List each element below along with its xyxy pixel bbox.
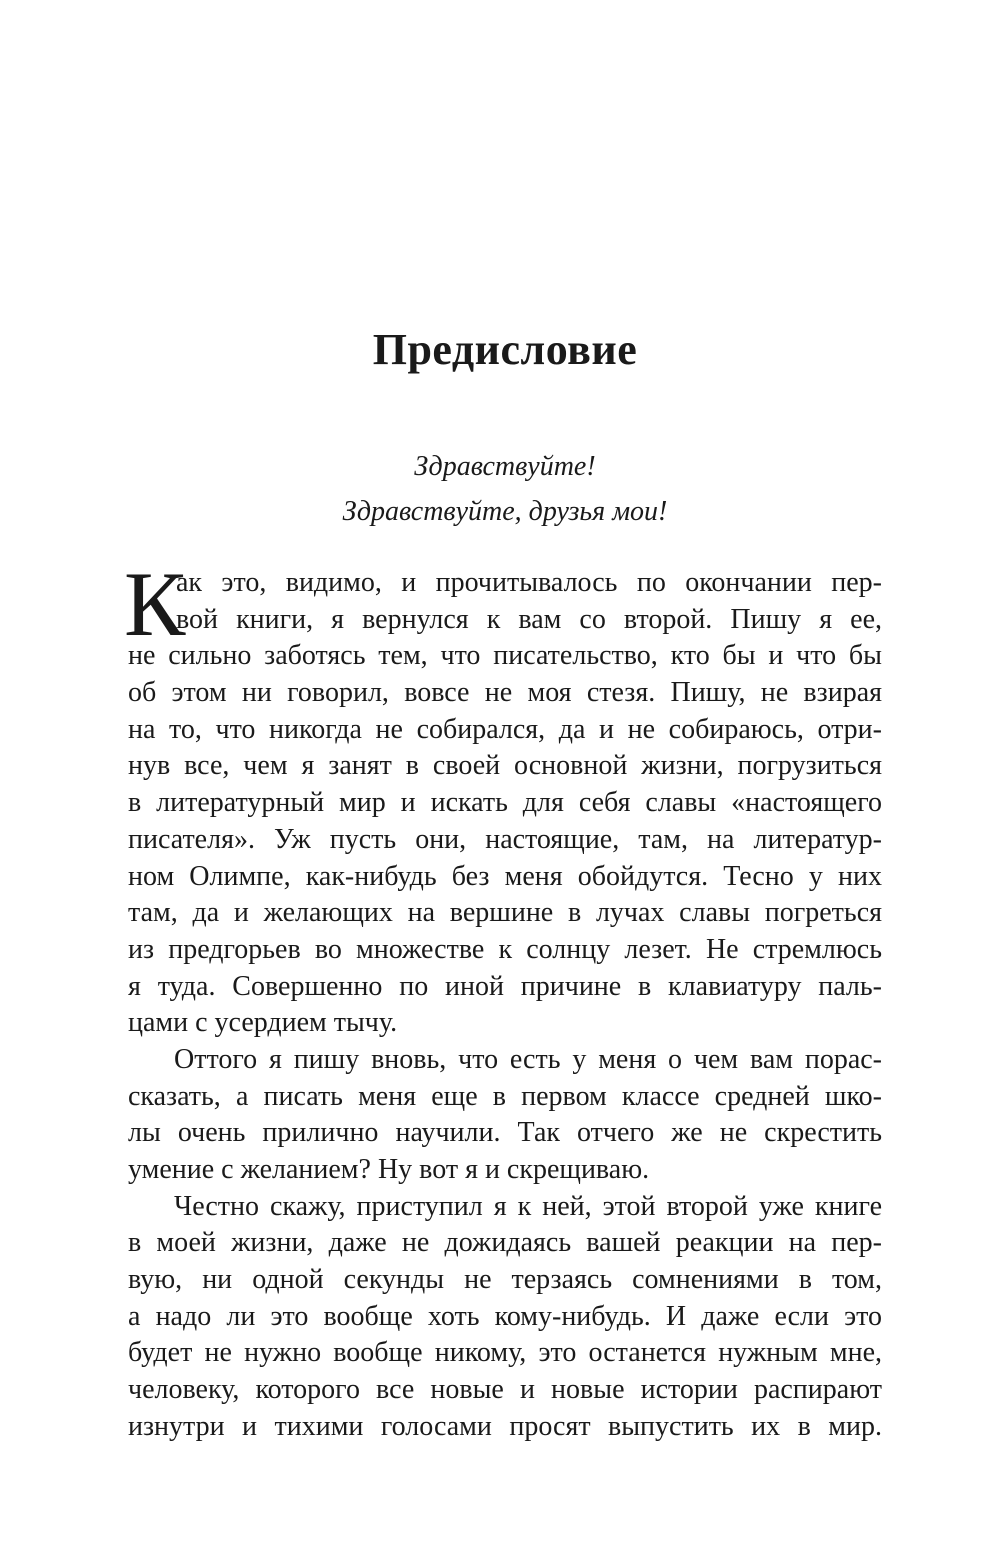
text-line: будет не нужно вообще никому, это останется нужным мне,: [128, 1337, 882, 1369]
text-line: Оттого я пишу вновь, что есть у меня о чем вам порас-: [174, 1043, 882, 1075]
epigraph-line: Здравствуйте!: [414, 451, 596, 482]
text-line: там, да и желающих на вершине в лучах славы погреться: [128, 897, 882, 929]
epigraph-line: Здравствуйте, друзья мои!: [342, 496, 668, 527]
body-text: [124, 553, 882, 1446]
text-line: вую, ни одной секунды не терзаясь сомнениями в том,: [128, 1264, 882, 1296]
paragraph: [128, 1189, 882, 1446]
text-line: из предгорьев во множестве к солнцу лезет. Не стремлюсь: [128, 933, 882, 965]
chapter-title: Предисловие: [372, 325, 638, 374]
drop-cap: К: [124, 553, 186, 655]
text-line: ак это, видимо, и прочитывалось по окончании пер-: [176, 567, 882, 598]
text-line: не сильно заботясь тем, что писательство, кто бы и что бы: [128, 640, 882, 672]
text-line: умение с желанием? Ну вот я и скрещиваю.: [128, 1154, 650, 1185]
text-line: в моей жизни, даже не дожидаясь вашей реакции на пер-: [128, 1227, 882, 1259]
text-line: в литературный мир и искать для себя славы «настоящего: [128, 787, 882, 819]
paragraph: [128, 565, 882, 1042]
text-line: ном Олимпе, как-нибудь без меня обойдутся. Тесно у них: [128, 860, 882, 892]
text-line: об этом ни говорил, вовсе не моя стезя. Пишу, не взирая: [128, 677, 882, 709]
text-line: на то, что никогда не собирался, да и не собираюсь, отри-: [128, 713, 882, 745]
text-line: Честно скажу, приступил я к ней, этой второй уже книге: [174, 1190, 882, 1222]
text-line: писателя». Уж пусть они, настоящие, там, на литератур-: [128, 823, 882, 855]
text-line: я туда. Совершенно по иной причине в клавиатуру паль-: [128, 970, 882, 1002]
paragraph: [128, 1042, 882, 1189]
epigraph: [128, 444, 882, 534]
text-line: цами с усердием тычу.: [128, 1007, 398, 1039]
text-line: а надо ли это вообще хоть кому-нибудь. И даже если это: [128, 1300, 882, 1332]
text-line: вой книги, я вернулся к вам со второй. Пишу я ее,: [176, 603, 882, 635]
text-line: человеку, которого все новые и новые истории распирают: [128, 1374, 882, 1406]
text-line: нув все, чем я занят в своей основной жизни, погрузиться: [128, 750, 882, 782]
book-page: [124, 0, 882, 1552]
text-line: сказать, а писать меня еще в первом классе средней шко-: [128, 1080, 882, 1112]
text-line: изнутри и тихими голосами просят выпустить их в мир.: [128, 1410, 882, 1442]
text-line: лы очень прилично научили. Так отчего же не скрестить: [128, 1117, 882, 1149]
